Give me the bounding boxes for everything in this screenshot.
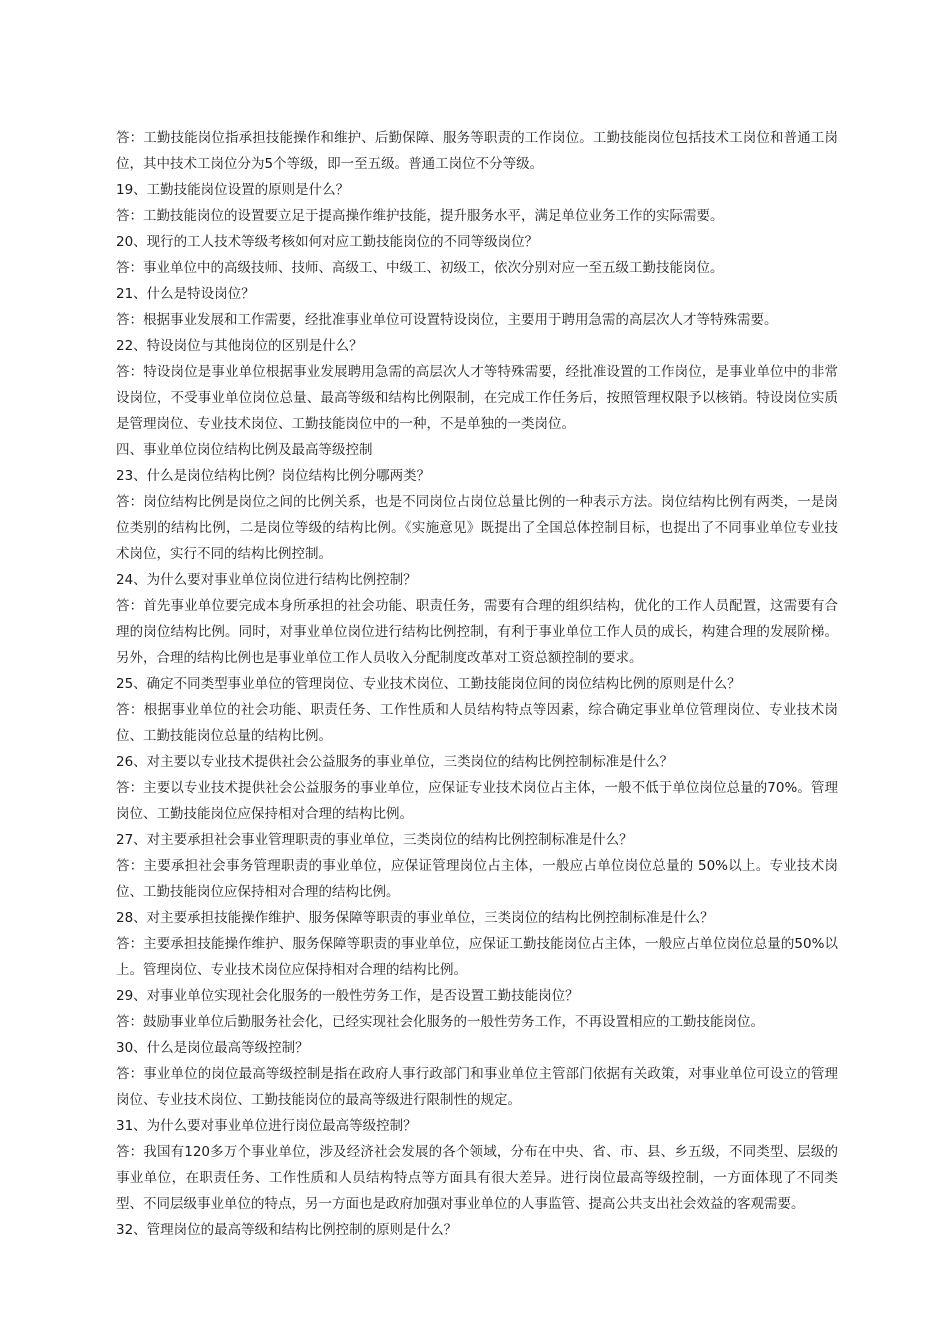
question-20: 20、现行的工人技术等级考核如何对应工勤技能岗位的不同等级岗位？	[116, 234, 539, 250]
question-30: 30、什么是岗位最高等级控制？	[116, 1040, 309, 1056]
question-22: 22、特设岗位与其他岗位的区别是什么？	[116, 338, 363, 354]
question-24: 24、为什么要对事业单位岗位进行结构比例控制？	[116, 572, 417, 588]
question-28: 28、对主要承担技能操作维护、服务保障等职责的事业单位，三类岗位的结构比例控制标准是什么？	[116, 910, 714, 926]
question-23: 23、什么是岗位结构比例？岗位结构比例分哪两类？	[116, 468, 431, 484]
question-32: 32、管理岗位的最高等级和结构比例控制的原则是什么？	[116, 1222, 458, 1238]
answer-paragraph: 答：岗位结构比例是岗位之间的比例关系，也是不同岗位占岗位总量比例的一种表示方法。岗位结构比例有两类，一是岗位类别的结构比例，二是岗位等级的结构比例。《实施意见》既提出了全国总体控制目标，也提出了不同事业单位专业技术岗位，实行不同的结构比例控制。	[116, 494, 838, 562]
question-21: 21、什么是特设岗位？	[116, 286, 255, 302]
answer-paragraph: 答：根据事业单位的社会功能、职责任务、工作性质和人员结构特点等因素，综合确定事业单位管理岗位、专业技术岗位、工勤技能岗位总量的结构比例。	[116, 702, 838, 744]
answer-paragraph: 答：主要承担社会事务管理职责的事业单位，应保证管理岗位占主体，一般应占单位岗位总量的 50%以上。专业技术岗位、工勤技能岗位应保持相对合理的结构比例。	[116, 858, 838, 900]
answer-paragraph: 答：特设岗位是事业单位根据事业发展聘用急需的高层次人才等特殊需要，经批准设置的工作岗位，是事业单位中的非常设岗位，不受事业单位岗位总量、最高等级和结构比例限制，在完成工作任务后，按照管理权限予以核销。特设岗位实质是管理岗位、专业技术岗位、工勤技能岗位中的一种，不是单独的一类岗位。	[116, 364, 838, 432]
question-26: 26、对主要以专业技术提供社会公益服务的事业单位，三类岗位的结构比例控制标准是什么？	[116, 754, 674, 770]
document-page	[116, 125, 838, 1243]
answer-paragraph: 答：主要承担技能操作维护、服务保障等职责的事业单位，应保证工勤技能岗位占主体，一般应占单位岗位总量的50%以上。管理岗位、专业技术岗位应保持相对合理的结构比例。	[116, 936, 838, 978]
question-19: 19、工勤技能岗位设置的原则是什么？	[116, 182, 350, 198]
answer-paragraph: 答：事业单位中的高级技师、技师、高级工、中级工、初级工，依次分别对应一至五级工勤技能岗位。	[116, 260, 724, 276]
question-31: 31、为什么要对事业单位进行岗位最高等级控制？	[116, 1118, 417, 1134]
answer-paragraph: 答：首先事业单位要完成本身所承担的社会功能、职责任务，需要有合理的组织结构，优化的工作人员配置，这需要有合理的岗位结构比例。同时，对事业单位岗位进行结构比例控制，有利于事业单位工作人员的成长，构建合理的发展阶梯。另外，合理的结构比例也是事业单位工作人员收入分配制度改革对工资总额控制的要求。	[116, 598, 838, 666]
answer-paragraph: 答：工勤技能岗位的设置要立足于提高操作维护技能，提升服务水平，满足单位业务工作的实际需要。	[116, 208, 724, 224]
answer-paragraph: 答：鼓励事业单位后勤服务社会化，已经实现社会化服务的一般性劳务工作，不再设置相应的工勤技能岗位。	[116, 1014, 764, 1030]
question-27: 27、对主要承担社会事业管理职责的事业单位，三类岗位的结构比例控制标准是什么？	[116, 832, 633, 848]
answer-paragraph: 答：主要以专业技术提供社会公益服务的事业单位，应保证专业技术岗位占主体，一般不低于单位岗位总量的70%。管理岗位、工勤技能岗位应保持相对合理的结构比例。	[116, 780, 838, 822]
answer-paragraph: 答：工勤技能岗位指承担技能操作和维护、后勤保障、服务等职责的工作岗位。工勤技能岗位包括技术工岗位和普通工岗位，其中技术工岗位分为5个等级，即一至五级。普通工岗位不分等级。	[116, 130, 838, 172]
answer-paragraph: 答：根据事业发展和工作需要，经批准事业单位可设置特设岗位，主要用于聘用急需的高层次人才等特殊需要。	[116, 312, 778, 328]
section-heading: 四、事业单位岗位结构比例及最高等级控制	[116, 442, 373, 458]
question-25: 25、确定不同类型事业单位的管理岗位、专业技术岗位、工勤技能岗位间的岗位结构比例的原则是什么？	[116, 676, 741, 692]
answer-paragraph: 答：事业单位的岗位最高等级控制是指在政府人事行政部门和事业单位主管部门依据有关政策，对事业单位可设立的管理岗位、专业技术岗位、工勤技能岗位的最高等级进行限制性的规定。	[116, 1066, 838, 1108]
question-29: 29、对事业单位实现社会化服务的一般性劳务工作，是否设置工勤技能岗位？	[116, 988, 579, 1004]
answer-paragraph: 答：我国有120多万个事业单位，涉及经济社会发展的各个领域，分布在中央、省、市、县、乡五级，不同类型、层级的事业单位，在职责任务、工作性质和人员结构特点等方面具有很大差异。进行岗位最高等级控制，一方面体现了不同类型、不同层级事业单位的特点，另一方面也是政府加强对事业单位的人事监管、提高公共支出社会效益的客观需要。	[116, 1144, 838, 1212]
